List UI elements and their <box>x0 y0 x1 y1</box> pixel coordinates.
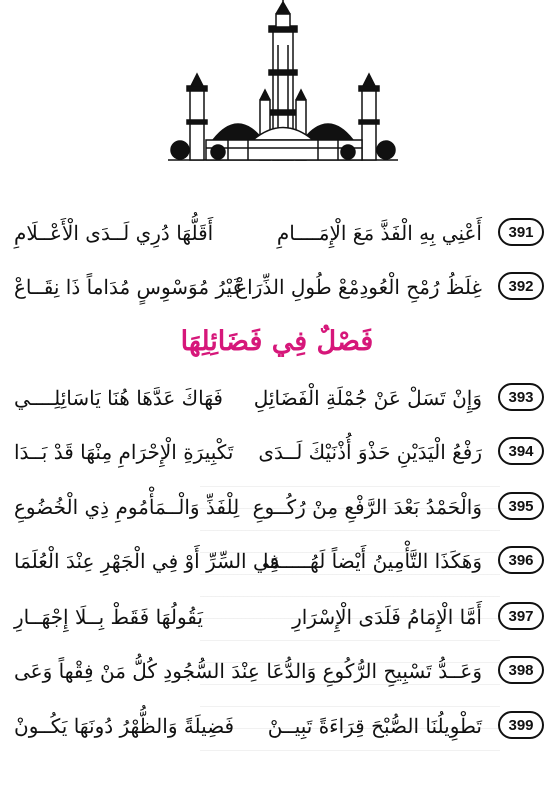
verse-number-badge: 394 <box>498 437 544 465</box>
verse-row <box>0 267 554 307</box>
verse-first-hemistich: تَطْوِيلُنَا الصُّبْحَ قِرَاءَةً تَبِيــنْ <box>267 714 482 738</box>
verse-number-badge: 392 <box>498 272 544 300</box>
verse-number-badge: 396 <box>498 546 544 574</box>
verse-number-badge: 391 <box>498 218 544 246</box>
verse-first-hemistich: وَالْحَمْدُ بَعْدَ الرَّفْعِ مِنْ رُكُــوعِ <box>252 495 482 519</box>
verse-row <box>0 597 554 637</box>
verse-number-badge: 399 <box>498 711 544 739</box>
verse-first-hemistich: وَهَكَذَا التَّأْمِينُ أَيْضاً لَهُـــــمَا <box>263 549 482 573</box>
verse-row <box>0 651 554 691</box>
verse-second-hemistich: فَضِيلَةً وَالظُّهْرُ دُونَهَا يَكُــونْ <box>14 714 235 738</box>
verse-second-hemistich: فَهَاكَ عَدَّهَا هُنَا يَاسَائِلِــــي <box>14 386 223 410</box>
verse-number-badge: 393 <box>498 383 544 411</box>
mosque-illustration-icon <box>168 0 398 170</box>
verse-first-hemistich: وَإِنْ تَسَلْ عَنْ جُمْلَةِ الْفَضَائِلِ <box>253 386 482 410</box>
verse-second-hemistich: لِلْفَذِّ وَالْــمَأْمُومِ ذِي الْخُضُوعِ <box>14 495 240 519</box>
verse-first-hemistich: غِلَظُ رُمْحِ الْعُودِمْعْ طُولِ الذِّرَاعْ <box>235 275 482 299</box>
verse-number-badge: 398 <box>498 656 544 684</box>
verse-row <box>0 706 554 746</box>
verse-second-hemistich: فِي السِّرِّ أَوْ فِي الْجَهْرِ عِنْدَ الْعُلَمَا <box>14 549 280 573</box>
verse-second-hemistich: أَقَلُّهَا دُرِي لَــدَى الْأَعْــلَامِ <box>14 221 214 245</box>
verse-number-badge: 397 <box>498 602 544 630</box>
verse-number-badge: 395 <box>498 492 544 520</box>
verse-second-hemistich: عِنْدَ السُّجُودِ كُلُّ مَنْ فِقْهاً وَعَى <box>14 659 260 683</box>
verse-second-hemistich: يَقُولُهَا فَقَطْ بِــلَا إِجْهَــارِ <box>14 605 203 629</box>
section-title: فَصْلٌ فِي فَضَائِلِهَا <box>180 326 374 357</box>
verse-row <box>0 541 554 581</box>
verse-row <box>0 378 554 418</box>
verse-second-hemistich: تَكْبِيرَةِ الْإِحْرَامِ مِنْهَا قَدْ بَــدَا <box>14 440 234 464</box>
verse-first-hemistich: رَفْعُ الْيَدَيْنِ حَذْوَ أُذْنَيْكَ لَــدَى <box>258 440 482 464</box>
verse-first-hemistich: أَعْنِي بِهِ الْفَذَّ مَعَ الْإِمَــــامِ <box>276 221 482 245</box>
verse-row <box>0 487 554 527</box>
verse-row <box>0 432 554 472</box>
verse-row <box>0 213 554 253</box>
verse-first-hemistich: وَعَــدُّ تَسْبِيحِ الرُّكُوعِ وَالدُّعَا <box>266 659 482 683</box>
verse-second-hemistich: غَيْرُ مُوَسْوِسٍ مُدَاماً ذَا نِقَــاعْ <box>14 275 243 299</box>
verse-first-hemistich: أَمَّا الْإِمَامُ فَلَدَى الْإِسْرَارِ <box>292 605 482 629</box>
